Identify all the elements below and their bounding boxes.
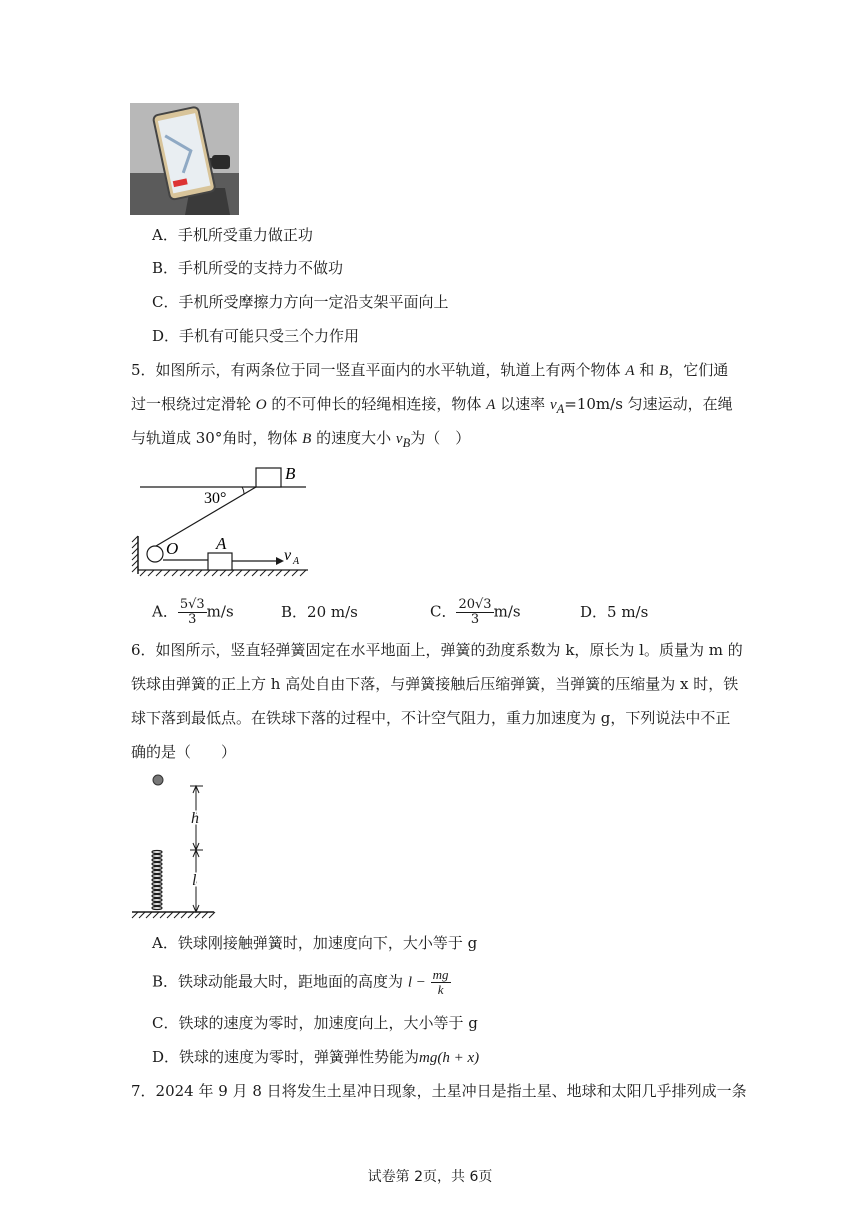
angle-arc	[242, 487, 244, 494]
q6-spring-diagram	[128, 770, 223, 920]
q6-option-a: A．铁球刚接触弹簧时，加速度向下，大小等于 g	[152, 934, 478, 952]
q6-option-c: C．铁球的速度为零时，加速度向上，大小等于 g	[152, 1014, 478, 1032]
block-b	[256, 468, 281, 487]
q5-option-d: D．5 m/s	[580, 603, 649, 621]
q5-option-c: C． $\frac{20√3}{3}$ m/s	[430, 597, 521, 627]
label-o: O	[166, 539, 179, 558]
q6-option-d: D．铁球的速度为零时，弹簧弹性势能为mg(h + x)	[152, 1048, 480, 1066]
block-a	[208, 553, 232, 570]
q5-stem-line-2: 过一根绕过定滑轮 O 的不可伸长的轻绳相连接，物体 A 以速率 $v_A=10m/s$ 匀速运动，在绳	[131, 395, 733, 416]
q4-option-c: C．手机所受摩擦力方向一定沿支架平面向上	[152, 293, 449, 311]
label-h: h	[191, 810, 199, 827]
spring	[152, 851, 162, 910]
ground-hatch	[132, 912, 215, 918]
pulley-o	[147, 546, 163, 562]
q5-pulley-diagram	[128, 460, 313, 580]
q4-option-d: D．手机有可能只受三个力作用	[152, 327, 360, 345]
q5-option-a: A． $\frac{5√3}{3}$ m/s	[152, 597, 234, 627]
velocity-arrowhead	[276, 557, 284, 565]
q6-stem-line-3: 球下落到最低点。在铁球下落的过程中，不计空气阻力，重力加速度为 g，下列说法中不正	[131, 709, 731, 727]
q6-stem-line-4: 确的是（ ）	[131, 743, 237, 761]
q6-option-b-fraction: $\frac{mg}{k}$	[432, 967, 449, 997]
label-angle: 30°	[204, 490, 227, 507]
page-footer: 试卷第 2页，共 6页	[367, 1169, 493, 1185]
q4-option-a: A．手机所受重力做正功	[152, 226, 313, 244]
q5-stem-line-3: 与轨道成 30°角时，物体 B 的速度大小 $v_B$为（ ）	[131, 429, 471, 450]
label-l: l	[192, 872, 197, 889]
q6-option-b: B．铁球动能最大时，距地面的高度为 l − $\frac{mg}{k}$	[152, 967, 449, 997]
label-v-sub: A	[293, 556, 300, 567]
q5-option-a-fraction: $\frac{5√3}{3}$	[179, 597, 205, 627]
floor-hatch	[140, 570, 306, 576]
label-v: v	[284, 547, 292, 564]
label-b: B	[285, 464, 296, 483]
wall-hatch	[132, 536, 138, 572]
q5-stem-line-1: 5．如图所示，有两条位于同一竖直平面内的水平轨道，轨道上有两个物体 A 和 B，它们通	[131, 361, 729, 379]
phone-holder-photo	[130, 103, 239, 215]
q6-stem-line-2: 铁球由弹簧的正上方 h 高处自由下落，与弹簧接触后压缩弹簧，当弹簧的压缩量为 x 时，铁	[131, 675, 739, 693]
q6-stem-line-1: 6．如图所示，竖直轻弹簧固定在水平地面上，弹簧的劲度系数为 k，原长为 l。质量为 m 的	[131, 641, 743, 659]
q5-option-c-fraction: $\frac{20√3}{3}$	[458, 597, 492, 627]
q4-option-b: B．手机所受的支持力不做功	[152, 259, 344, 277]
label-a: A	[216, 534, 227, 553]
q7-stem-line-1: 7．2024 年 9 月 8 日将发生土星冲日现象，土星冲日是指土星、地球和太阳几乎排列成一条	[131, 1082, 747, 1100]
iron-ball	[153, 775, 163, 785]
q5-option-b: B．20 m/s	[281, 603, 358, 621]
phone-holder-illustration	[130, 103, 239, 215]
